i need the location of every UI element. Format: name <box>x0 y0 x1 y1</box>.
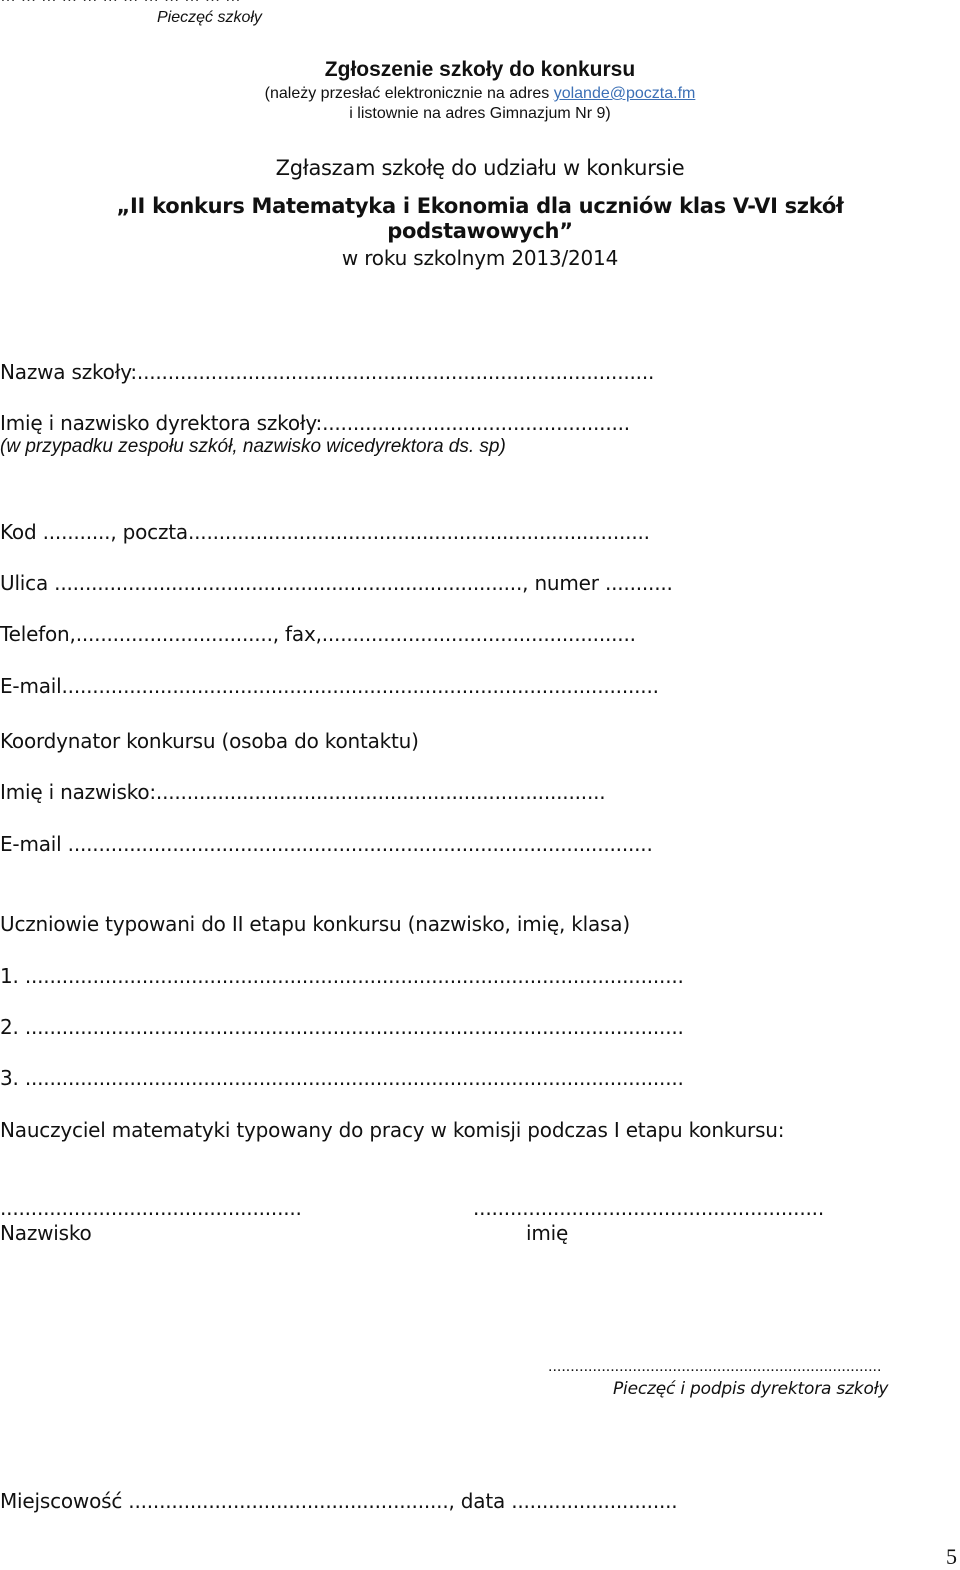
email-field: E-mail................................................................................................. <box>0 674 659 698</box>
page-title: Zgłoszenie szkoły do konkursu <box>324 58 636 81</box>
teacher-heading: Nauczyciel matematyki typowany do pracy w komisji podczas I etapu konkursu: <box>0 1118 785 1142</box>
director-field: Imię i nazwisko dyrektora szkoły:.................................................. <box>0 411 630 435</box>
contest-name-line1: „II konkurs Matematyka i Ekonomia dla uczniów klas V-VI szkół <box>116 194 844 218</box>
coordinator-heading: Koordynator konkursu (osoba do kontaktu) <box>0 729 419 753</box>
phone-fax-field: Telefon,................................, fax,................................................... <box>0 622 636 646</box>
surname-label: Nazwisko <box>0 1221 92 1245</box>
student-line-2: 2. ........................................................................................................... <box>0 1015 684 1039</box>
intro-line: Zgłaszam szkołę do udziału w konkursie <box>275 156 685 180</box>
student-line-1: 1. ........................................................................................................... <box>0 964 684 988</box>
students-heading: Uczniowie typowani do II etapu konkursu (nazwisko, imię, klasa) <box>0 912 630 936</box>
director-note: (w przypadku zespołu szkół, nazwisko wicedyrektora ds. sp) <box>0 436 506 457</box>
name-label: imię <box>526 1221 569 1245</box>
street-field: Ulica ............................................................................, numer ........... <box>0 571 673 595</box>
signature-dots: ........................................................................... <box>548 1358 882 1375</box>
student-line-3: 3. ........................................................................................................... <box>0 1066 684 1090</box>
teacher-surname-dots: ................................................. <box>0 1196 302 1220</box>
stamp-label: Pieczęć szkoły <box>157 9 262 26</box>
teacher-name-dots: ......................................................... <box>473 1196 824 1220</box>
signature-label: Pieczęć i podpis dyrektora szkoły <box>613 1379 889 1399</box>
stamp-dots <box>0 0 241 6</box>
place-date-field: Miejscowość ...................................................., data ........................... <box>0 1489 678 1513</box>
postal-code-field: Kod ..........., poczta........................................................................... <box>0 520 650 544</box>
school-year-line: w roku szkolnym 2013/2014 <box>341 246 619 270</box>
submission-note <box>0 85 960 103</box>
page-number: 5 <box>946 1544 957 1569</box>
submission-note-text: (należy przesłać elektronicznie na adres <box>264 85 554 102</box>
school-name-field: Nazwa szkoły:.................................................................................... <box>0 360 655 384</box>
coordinator-name-field: Imię i nazwisko:......................................................................... <box>0 780 606 804</box>
postal-note: i listownie na adres Gimnazjum Nr 9) <box>349 105 611 122</box>
contest-name-line2: podstawowych” <box>387 219 573 243</box>
coordinator-email-field: E-mail ............................................................................................... <box>0 832 653 856</box>
email-link[interactable]: yolande@poczta.fm <box>553 85 696 102</box>
